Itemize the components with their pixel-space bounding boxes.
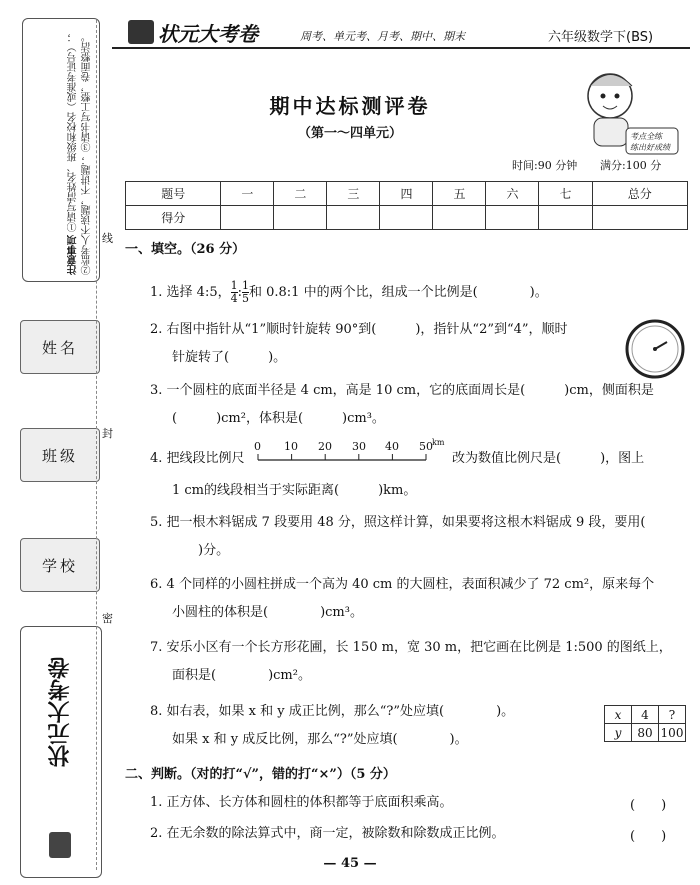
seal-label: 封 <box>102 427 113 440</box>
exam-full-marks: 满分:100 分 <box>600 159 662 172</box>
mascot-caption: 练出好成绩 <box>630 143 670 152</box>
table-cell: 题号 <box>126 182 221 206</box>
table-cell: 四 <box>380 182 433 206</box>
table-cell: y <box>605 724 632 742</box>
question-3: 3. 一个圆柱的底面半径是 4 cm，高是 10 cm，它的底面周长是( )cm，侧面积是 <box>150 383 654 398</box>
judge-question-1: 1. 正方体、长方体和圆柱的体积都等于底面积乘高。 <box>150 795 453 810</box>
score-cell[interactable] <box>433 206 486 230</box>
header-rule <box>112 47 690 49</box>
score-table <box>125 181 688 230</box>
grade-label: 六年级数学下(BS) <box>548 30 654 45</box>
question-4-cont: 1 cm的线段相当于实际距离( )km。 <box>172 483 417 498</box>
header-tagline: 周考、单元考、月考、期中、期末 <box>300 30 465 43</box>
section-heading: 二、判断。（对的打“√”，错的打“×”）（5 分） <box>125 767 396 782</box>
class-field: 班级 <box>20 428 100 482</box>
score-cell[interactable] <box>486 206 539 230</box>
table-cell: 100 <box>659 724 686 742</box>
table-row <box>126 182 688 206</box>
name-field: 姓名 <box>20 320 100 374</box>
question-5-cont: )分。 <box>172 543 230 558</box>
sidebar-brand <box>20 626 102 878</box>
question-6: 6. 4 个同样的小圆柱拼成一个高为 40 cm 的大圆柱，表面积减少了 72 cm²，原来每个 <box>150 577 655 592</box>
cut-line <box>96 20 97 870</box>
table-cell: 得分 <box>126 206 221 230</box>
exam-title: 期中达标测评卷 <box>269 94 431 118</box>
table-cell: 五 <box>433 182 486 206</box>
score-cell[interactable] <box>592 206 688 230</box>
exam-subtitle: （第一～四单元） <box>297 126 402 141</box>
secret-label: 密 <box>102 612 113 625</box>
fraction: $\frac{1}{4}$ <box>230 279 238 305</box>
judge-question-2: 2. 在无余数的除法算式中，商一定，被除数和除数成正比例。 <box>150 826 505 841</box>
fraction: $\frac{1}{5}$ <box>241 279 249 305</box>
notice-text: 注意事项 ①请写清姓名、班级和校名（或准考证号）； ②监考人不读题，不讲题； ③请书写工整，卷面整洁。 <box>68 31 93 275</box>
table-cell: 4 <box>632 706 659 724</box>
score-cell[interactable] <box>221 206 274 230</box>
table-row <box>605 724 686 742</box>
question-2: 2. 右图中指针从“1”顺时针旋转 90°到( )，指针从“2”到“4”，顺时 <box>150 322 568 337</box>
notice-box <box>22 18 100 282</box>
table-cell: 三 <box>327 182 380 206</box>
ruler-unit: km <box>432 438 445 447</box>
clock-icon <box>624 318 686 380</box>
tick-label: 0 <box>254 440 261 453</box>
question-2-cont: 针旋转了( )。 <box>172 350 287 365</box>
books-icon <box>49 832 71 858</box>
question-7-cont: 面积是( )cm²。 <box>172 668 311 683</box>
line-label: 线 <box>102 232 113 245</box>
score-cell[interactable] <box>539 206 592 230</box>
tick-label: 20 <box>318 440 332 453</box>
school-field: 学校 <box>20 538 100 592</box>
table-cell: 总分 <box>592 182 688 206</box>
scale-ruler <box>254 440 450 470</box>
tick-label: 10 <box>284 440 298 453</box>
question-4-lead: 4. 把线段比例尺 <box>150 451 245 466</box>
question-1: 1. 选择 4:5， $\frac{1}{4}$ : $\frac{1}{5}$ 和 0.8:1 中的两个比，组成一个比例是( )。 <box>150 279 548 305</box>
score-cell[interactable] <box>380 206 433 230</box>
question-8-cont: 如果 x 和 y 成反比例，那么“?”处应填( )。 <box>172 732 468 747</box>
section-heading: 一、填空。（26 分） <box>125 242 246 257</box>
exam-time: 时间:90 分钟 <box>512 159 578 172</box>
answer-paren[interactable]: ( ) <box>630 829 667 844</box>
xy-table <box>604 705 686 742</box>
table-cell: 80 <box>632 724 659 742</box>
question-6-cont: 小圆柱的体积是( )cm³。 <box>172 605 363 620</box>
page-number: — 45 — <box>323 856 377 871</box>
books-icon <box>128 20 154 44</box>
brand-name: 状元大考卷 <box>158 22 258 46</box>
table-row <box>126 206 688 230</box>
table-row <box>605 706 686 724</box>
question-3-cont: ( )cm²，体积是( )cm³。 <box>172 411 385 426</box>
question-8: 8. 如右表，如果 x 和 y 成正比例，那么“?”处应填( )。 <box>150 704 515 719</box>
tick-label: 30 <box>352 440 366 453</box>
mascot-caption: 考点全练 <box>630 132 662 141</box>
table-cell: 一 <box>221 182 274 206</box>
table-cell: 七 <box>539 182 592 206</box>
tick-label: 50 <box>419 440 433 453</box>
tick-label: 40 <box>385 440 399 453</box>
sidebar-brand-text: 状元大考卷 <box>48 657 73 767</box>
answer-paren[interactable]: ( ) <box>630 798 667 813</box>
table-cell: x <box>605 706 632 724</box>
table-cell: 六 <box>486 182 539 206</box>
question-7: 7. 安乐小区有一个长方形花圃，长 150 m，宽 30 m，把它画在比例是 1:500 的图纸上， <box>150 640 672 655</box>
table-cell: 二 <box>274 182 327 206</box>
question-5: 5. 把一根木料锯成 7 段要用 48 分，照这样计算，如果要将这根木料锯成 9 段，要用( <box>150 515 646 530</box>
table-cell: ? <box>659 706 686 724</box>
score-cell[interactable] <box>327 206 380 230</box>
score-cell[interactable] <box>274 206 327 230</box>
question-4-tail: 改为数值比例尺是( )，图上 <box>452 451 645 466</box>
